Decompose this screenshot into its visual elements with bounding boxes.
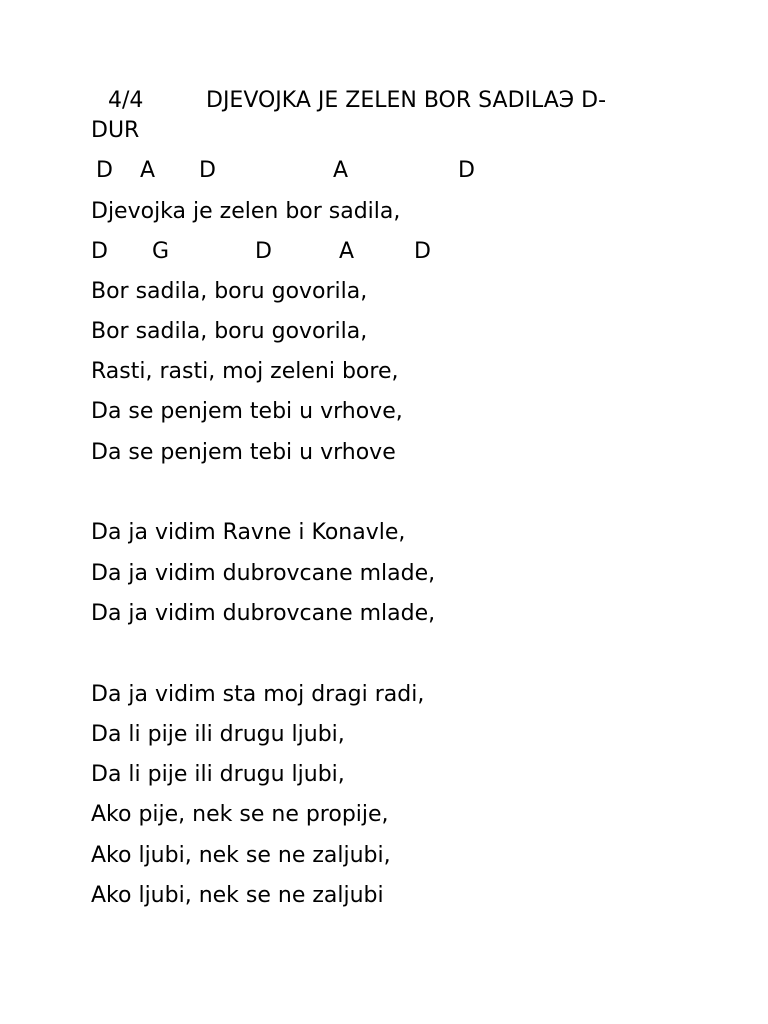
lyric-line: Ako ljubi, nek se ne zaljubi: [91, 883, 384, 908]
chord: D: [255, 239, 272, 264]
lyric-line: Bor sadila, boru govorila,: [91, 319, 368, 344]
lyric-line: Da ja vidim dubrovcane mlade,: [91, 601, 436, 626]
lyric-line: Da li pije ili drugu ljubi,: [91, 762, 345, 787]
lyric-line: Da ja vidim Ravne i Konavle,: [91, 520, 406, 545]
lyric-line: Ako pije, nek se ne propije,: [91, 802, 389, 827]
lyric-line: Bor sadila, boru govorila,: [91, 279, 368, 304]
lyric-line: Rasti, rasti, moj zeleni bore,: [91, 359, 399, 384]
lyric-line: Da se penjem tebi u vrhove,: [91, 399, 403, 424]
song-title-continuation: DUR: [91, 118, 140, 143]
chord: A: [140, 158, 156, 183]
lyric-line: Ako ljubi, nek se ne zaljubi,: [91, 843, 391, 868]
chord: A: [339, 239, 355, 264]
chord: D: [199, 158, 216, 183]
song-title: DJEVOJKA JE ZELEN BOR SADILAЭ D-: [206, 88, 607, 113]
lyric-line: Da se penjem tebi u vrhove: [91, 440, 396, 465]
lyric-line: Da ja vidim dubrovcane mlade,: [91, 561, 436, 586]
chord: D: [458, 158, 475, 183]
chord: G: [152, 239, 170, 264]
lyric-line: Da li pije ili drugu ljubi,: [91, 722, 345, 747]
lyric-line: Da ja vidim sta moj dragi radi,: [91, 682, 425, 707]
chord: A: [333, 158, 349, 183]
time-signature: 4/4: [108, 88, 144, 113]
lyric-line: Djevojka je zelen bor sadila,: [91, 199, 401, 224]
chord: D: [414, 239, 431, 264]
chord: D: [96, 158, 113, 183]
chord: D: [91, 239, 108, 264]
